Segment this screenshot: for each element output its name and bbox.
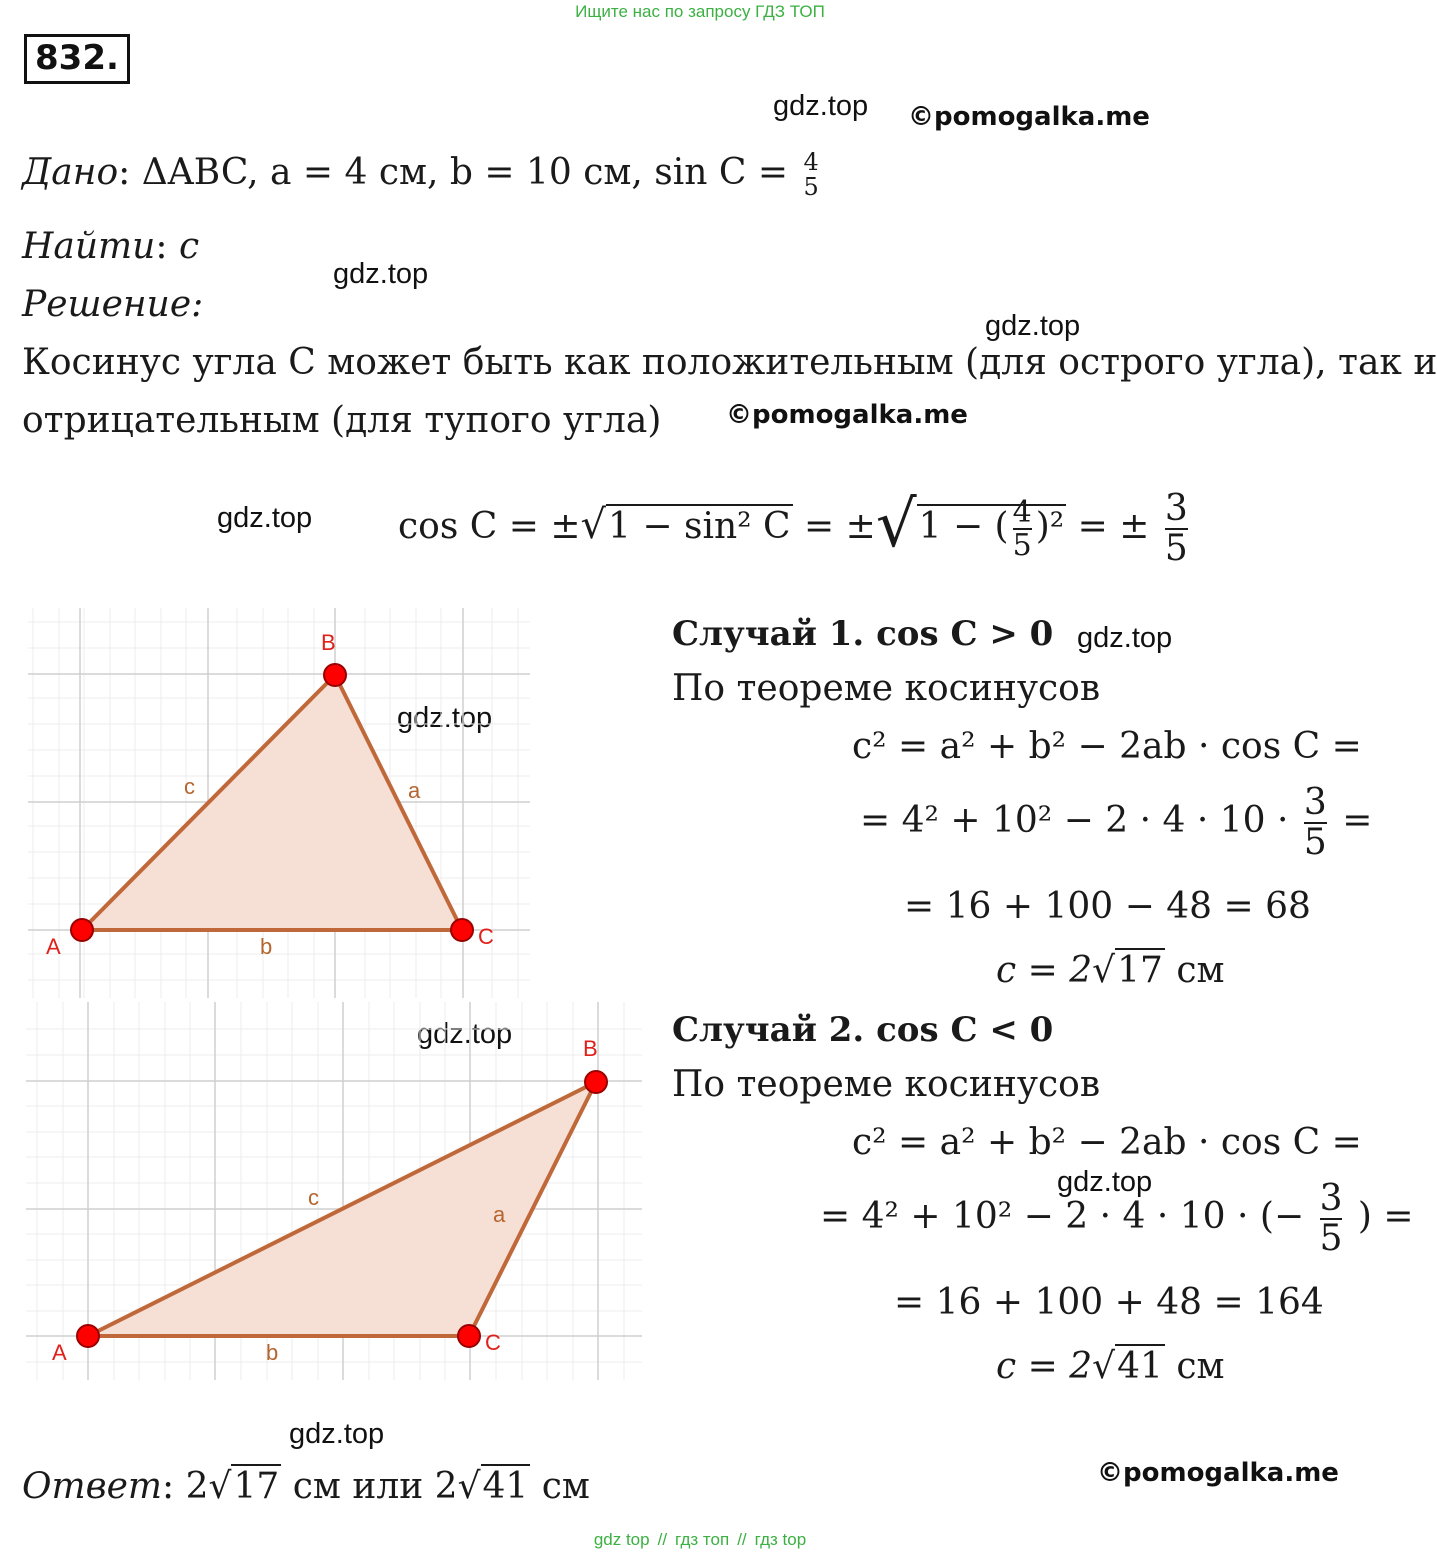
intro-line-1: Косинус угла C может быть как положительным (для острого угла), так и bbox=[22, 342, 1437, 383]
case2-result-pre: c = 2 bbox=[996, 1346, 1093, 1387]
case1-line1: c² = a² + b² − 2ab · cos C = bbox=[852, 726, 1362, 767]
case2-frac-num: 3 bbox=[1319, 1178, 1343, 1219]
case1-frac-den: 5 bbox=[1303, 821, 1327, 863]
cos-inner-fraction bbox=[1012, 494, 1032, 563]
case1-result-post: см bbox=[1164, 950, 1225, 991]
find-line: Найти: c bbox=[22, 226, 200, 267]
given-frac-num: 4 bbox=[803, 148, 819, 176]
solution-label-text: Решение bbox=[22, 284, 192, 325]
watermark-pomogalka: ©pomogalka.me bbox=[908, 102, 1150, 132]
watermark-gdz: gdz.top bbox=[773, 90, 869, 122]
figure-obtuse-triangle bbox=[26, 1002, 642, 1380]
cos-res-den: 5 bbox=[1164, 528, 1188, 569]
case1-frac-num: 3 bbox=[1303, 782, 1327, 823]
watermark-gdz: gdz.top bbox=[289, 1418, 385, 1450]
find-label: Найти bbox=[22, 226, 156, 267]
case2-theorem: По теореме косинусов bbox=[672, 1064, 1101, 1105]
side-c-label: c bbox=[184, 774, 195, 799]
cos-part3: = ± bbox=[1077, 506, 1150, 547]
label-b: B bbox=[321, 630, 336, 655]
footer-link-3[interactable]: гдз top bbox=[754, 1530, 807, 1549]
footer-link-1[interactable]: gdz top bbox=[593, 1530, 650, 1549]
answer-label: Ответ bbox=[22, 1466, 163, 1507]
case2-line2-post: ) = bbox=[1357, 1195, 1414, 1237]
given-line: Дано: ΔABC, a = 4 см, b = 10 см, sin C = 4 5 bbox=[22, 148, 819, 202]
footer-links bbox=[0, 1530, 1400, 1550]
watermark-pomogalka: ©pomogalka.me bbox=[1097, 1458, 1339, 1488]
answer-v1-rad: 17 bbox=[233, 1466, 280, 1507]
figure-acute-triangle bbox=[28, 608, 530, 998]
cos-res-num: 3 bbox=[1164, 488, 1188, 530]
case2-result-rad: 41 bbox=[1117, 1346, 1163, 1387]
case1-result-pre: c = 2 bbox=[996, 950, 1093, 991]
case2-line1: c² = a² + b² − 2ab · cos C = bbox=[852, 1122, 1362, 1163]
cos-inner-den: 5 bbox=[1012, 528, 1032, 563]
side-c-label: c bbox=[308, 1185, 319, 1210]
case1-line2-pre: = 4² + 10² − 2 · 4 · 10 · bbox=[860, 799, 1289, 841]
cos-inner-num: 4 bbox=[1012, 494, 1032, 530]
watermark-gdz: gdz.top bbox=[985, 310, 1081, 342]
watermark-gdz: gdz.top bbox=[417, 1018, 513, 1050]
given-frac-den: 5 bbox=[803, 173, 819, 202]
answer-line: Ответ: 2√17 см или 2√41 см bbox=[22, 1466, 590, 1507]
label-a: A bbox=[52, 1340, 67, 1365]
side-b-label: b bbox=[260, 934, 273, 959]
point-a[interactable] bbox=[71, 919, 93, 941]
cos-rad2-pre: 1 − ( bbox=[918, 506, 1009, 547]
side-a-label: a bbox=[493, 1202, 506, 1227]
case2-title: Случай 2. cos C < 0 bbox=[672, 1010, 1054, 1050]
footer-sep: // bbox=[737, 1530, 747, 1549]
cos-result-fraction bbox=[1165, 490, 1188, 568]
case2-result-post: см bbox=[1164, 1346, 1225, 1387]
case2-line2-pre: = 4² + 10² − 2 · 4 · 10 · (− bbox=[820, 1195, 1305, 1237]
watermark-gdz: gdz.top bbox=[1057, 1166, 1153, 1198]
case2-fraction bbox=[1320, 1180, 1343, 1258]
point-c[interactable] bbox=[458, 1325, 480, 1347]
footer-link-2[interactable]: гдз топ bbox=[675, 1530, 730, 1549]
cos-radicand2 bbox=[917, 494, 1067, 563]
case2-frac-den: 5 bbox=[1319, 1217, 1343, 1259]
label-b: B bbox=[583, 1036, 598, 1061]
answer-v1-pre: 2 bbox=[185, 1466, 209, 1507]
case1-fraction bbox=[1304, 784, 1327, 862]
intro-line-2: отрицательным (для тупого угла) bbox=[22, 400, 662, 441]
case1-line2 bbox=[860, 784, 1372, 862]
case1-title: Случай 1. cos C > 0 bbox=[672, 614, 1054, 654]
watermark-gdz: gdz.top bbox=[333, 258, 429, 290]
watermark-pomogalka: ©pomogalka.me bbox=[726, 400, 968, 430]
top-banner[interactable]: Ищите нас по запросу ГДЗ ТОП bbox=[575, 2, 825, 21]
given-text: ΔABC, a = 4 см, b = 10 см, sin C = bbox=[141, 152, 789, 194]
solution-label: Решение: bbox=[22, 284, 204, 325]
watermark-gdz: gdz.top bbox=[397, 702, 493, 734]
given-fraction bbox=[804, 150, 819, 200]
footer-sep: // bbox=[657, 1530, 668, 1549]
answer-v2-rad: 41 bbox=[482, 1466, 529, 1507]
case1-theorem: По теореме косинусов bbox=[672, 668, 1101, 709]
label-c: C bbox=[485, 1330, 501, 1355]
side-a-label: a bbox=[408, 778, 421, 803]
point-b[interactable] bbox=[585, 1071, 607, 1093]
label-c: C bbox=[478, 924, 494, 949]
cos-part1: cos C = ± bbox=[398, 506, 581, 547]
cos-rad2-post: )² bbox=[1035, 506, 1065, 547]
point-c[interactable] bbox=[451, 919, 473, 941]
answer-tail: см bbox=[530, 1466, 590, 1507]
cos-part2: = ± bbox=[804, 506, 876, 547]
given-label: Дано bbox=[22, 152, 119, 194]
case1-result: c = 2√17 см bbox=[996, 950, 1225, 991]
problem-number: 832. bbox=[24, 34, 130, 84]
case1-line3: = 16 + 100 − 48 = 68 bbox=[904, 886, 1311, 927]
case1-result-rad: 17 bbox=[1117, 950, 1163, 991]
cos-radicand1: 1 − sin² C bbox=[608, 506, 791, 547]
case2-result: c = 2√41 см bbox=[996, 1346, 1225, 1387]
watermark-gdz: gdz.top bbox=[1077, 622, 1173, 654]
answer-middle: см или 2 bbox=[281, 1466, 458, 1507]
case1-line2-post: = bbox=[1342, 799, 1373, 841]
point-b[interactable] bbox=[324, 664, 346, 686]
case2-line3: = 16 + 100 + 48 = 164 bbox=[894, 1282, 1324, 1323]
find-value: c bbox=[178, 226, 200, 267]
cos-formula: cos C = ±√1 − sin² C = ±√1 − ( $\frac{4}{5}$ )² = ± $\frac{3}{5}$ bbox=[398, 488, 1188, 569]
side-b-label: b bbox=[266, 1340, 279, 1365]
watermark-gdz: gdz.top bbox=[217, 502, 313, 534]
label-a: A bbox=[46, 934, 61, 959]
point-a[interactable] bbox=[77, 1325, 99, 1347]
case2-line2 bbox=[820, 1180, 1414, 1258]
